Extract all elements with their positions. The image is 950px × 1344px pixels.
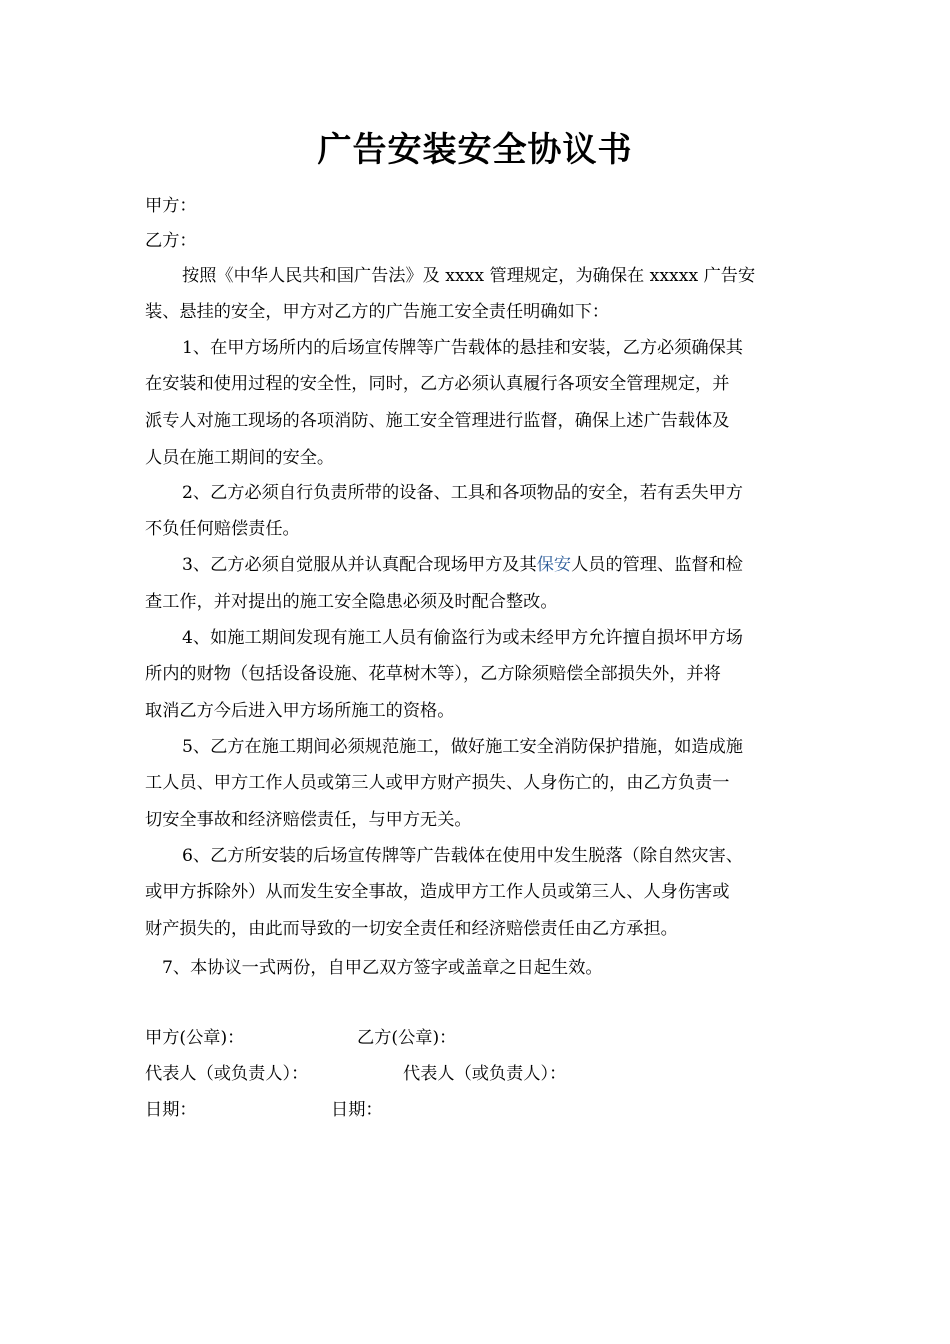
intro-line-1: 按照《中华人民共和国广告法》及 xxxx 管理规定，为确保在 xxxxx 广告安 [182,266,756,286]
clause-6-line-3: 财产损失的，由此而导致的一切安全责任和经济赔偿责任由乙方承担。 [145,919,678,939]
clause-5-line-2: 工人员、甲方工作人员或第三人或甲方财产损失、人身伤亡的，由乙方负责一 [145,773,730,793]
party-b-date-label: 日期： [331,1100,383,1120]
clause-5-line-3: 切安全事故和经济赔偿责任，与甲方无关。 [145,810,472,830]
intro-line-2: 装、悬挂的安全，甲方对乙方的广告施工安全责任明确如下： [145,302,610,322]
clause-1-line-3: 派专人对施工现场的各项消防、施工安全管理进行监督，确保上述广告载体及 [145,411,730,431]
clause-4-line-1: 4、如施工期间发现有施工人员有偷盗行为或未经甲方允许擅自损坏甲方场 [182,628,743,648]
clause-3-text-a: 3、乙方必须自觉服从并认真配合现场甲方及其 [182,555,537,575]
clause-1-line-4: 人员在施工期间的安全。 [145,448,335,468]
clause-1-line-1: 1、在甲方场所内的后场宣传牌等广告载体的悬挂和安装，乙方必须确保其 [182,338,743,358]
clause-1-line-2: 在安装和使用过程的安全性，同时，乙方必须认真履行各项安全管理规定，并 [145,374,730,394]
security-link[interactable]: 保安 [536,555,572,575]
party-a-date-label: 日期： [145,1100,197,1120]
clause-2-line-2: 不负任何赔偿责任。 [145,519,300,539]
party-b-seal-label: 乙方(公章)： [357,1028,457,1048]
party-a-seal-label: 甲方(公章)： [145,1028,245,1048]
clause-6-line-1: 6、乙方所安装的后场宣传牌等广告载体在使用中发生脱落（除自然灾害、 [182,846,743,866]
clause-3-text-b: 人员的管理、监督和检 [571,555,743,575]
clause-4-line-3: 取消乙方今后进入甲方场所施工的资格。 [145,701,455,721]
clause-4-line-2: 所内的财物（包括设备设施、花草树木等），乙方除须赔偿全部损失外，并将 [145,664,721,684]
clause-2-line-1: 2、乙方必须自行负责所带的设备、工具和各项物品的安全，若有丢失甲方 [182,483,743,503]
clause-7-line-1: 7、本协议一式两份，自甲乙双方签字或盖章之日起生效。 [162,958,603,978]
clause-3-line-2: 查工作，并对提出的施工安全隐患必须及时配合整改。 [145,592,558,612]
clause-6-line-2: 或甲方拆除外）从而发生安全事故，造成甲方工作人员或第三人、人身伤害或 [145,882,730,902]
party-b-representative-label: 代表人（或负责人）： [403,1064,567,1084]
party-a-representative-label: 代表人（或负责人）： [145,1064,309,1084]
clause-5-line-1: 5、乙方在施工期间必须规范施工，做好施工安全消防保护措施，如造成施 [182,737,743,757]
party-b-label: 乙方： [145,231,197,251]
party-a-label: 甲方： [145,196,197,216]
document-title: 广告安装安全协议书 [317,130,633,170]
clause-3-line-1 [182,553,815,577]
